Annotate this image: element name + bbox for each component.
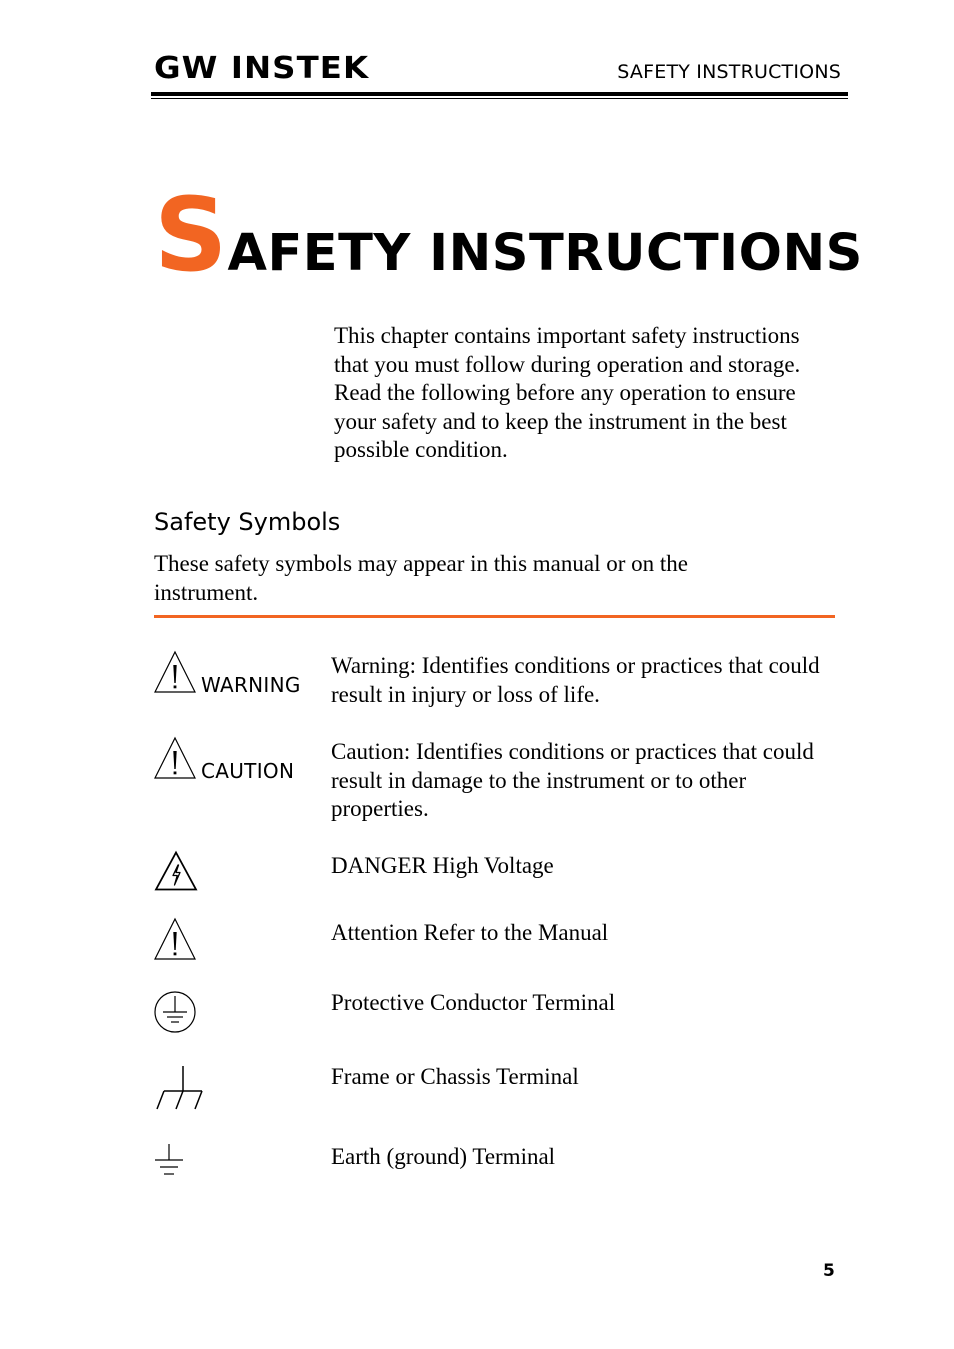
chassis-terminal-icon [155,1065,203,1111]
brand-logo: GW INSTEK [154,51,370,86]
page-title [154,176,863,295]
high-voltage-description: DANGER High Voltage [331,853,554,878]
attention-manual-icon [154,918,196,960]
title-initial: S [154,176,228,295]
header-rule [151,92,848,96]
caution-triangle-icon [154,737,196,779]
section-divider [154,615,835,618]
warning-description: Warning: Identifies conditions or practices that could result in injury or loss of life. [331,653,820,707]
caution-description: Caution: Identifies conditions or practices that could result in damage to the instrument or to other properties. [331,739,814,821]
warning-triangle-icon [154,651,196,693]
warning-label: WARNING [201,673,301,697]
caution-label: CAUTION [201,759,295,783]
high-voltage-icon [155,851,197,891]
protective-conductor-icon [154,990,196,1034]
protective-conductor-description: Protective Conductor Terminal [331,990,616,1015]
section-description: These safety symbols may appear in this manual or on the instrument. [154,551,688,605]
earth-ground-description: Earth (ground) Terminal [331,1144,556,1169]
intro-paragraph: This chapter contains important safety instructions that you must follow during operation and storage. Read the following before any operation to ensure your safety and to keep the instrument in the best possible condition. [334,323,801,462]
section-heading: Safety Symbols [154,508,341,536]
attention-description: Attention Refer to the Manual [331,920,609,945]
header-rule-thin [151,98,848,99]
page-number: 5 [823,1261,835,1281]
chassis-terminal-description: Frame or Chassis Terminal [331,1064,579,1089]
running-header: SAFETY INSTRUCTIONS [617,61,841,83]
earth-ground-icon [154,1143,184,1179]
title-rest: AFETY INSTRUCTIONS [227,224,863,283]
